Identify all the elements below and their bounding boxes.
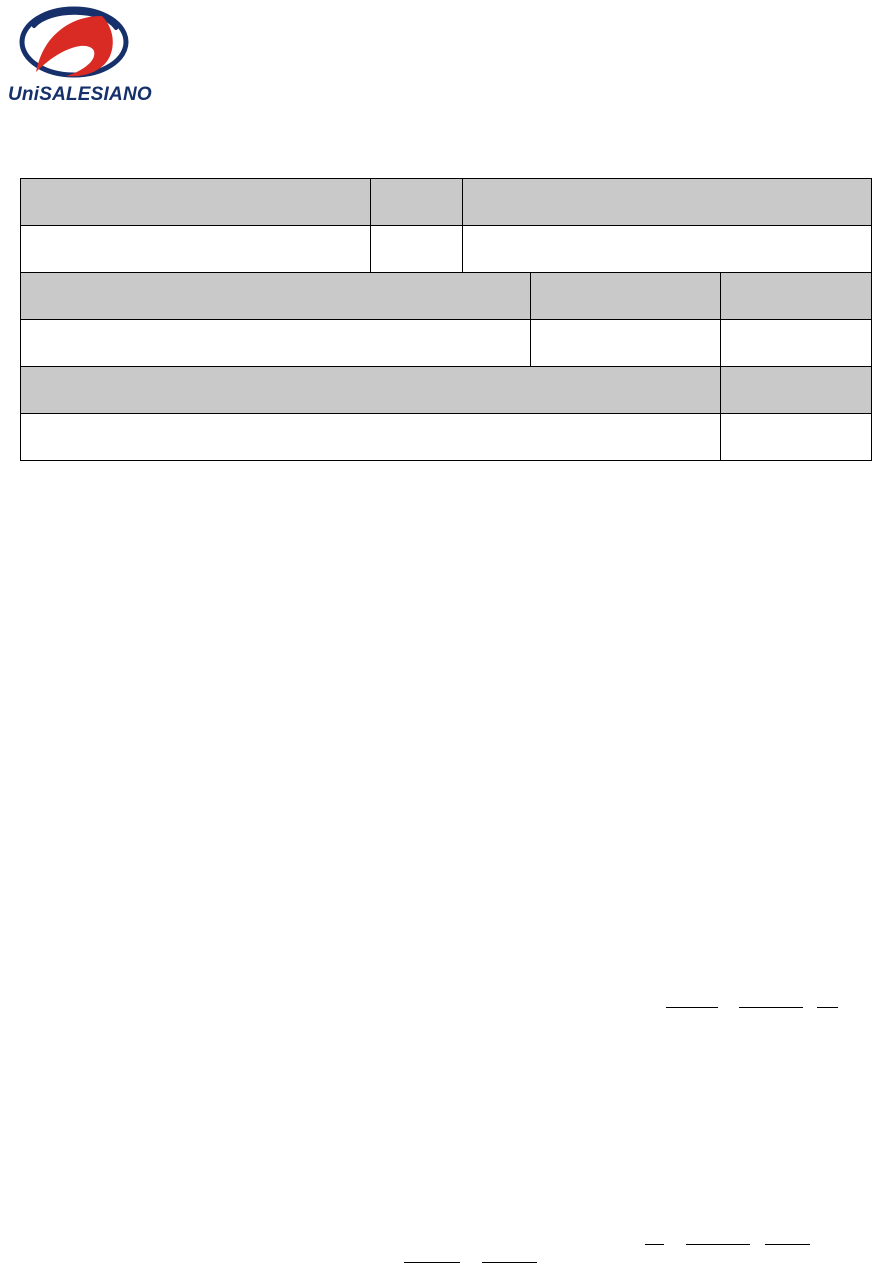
table-row — [21, 273, 872, 320]
footer-signature-line-left[interactable] — [404, 1262, 460, 1263]
table-row — [21, 226, 872, 273]
field-label-cell-1[interactable] — [21, 179, 371, 226]
field-value-cell-1[interactable] — [21, 226, 371, 273]
logo-wordmark: UniSALESIANO — [8, 84, 152, 105]
field-value-cell-3[interactable] — [463, 226, 872, 273]
field-label-cell-3[interactable] — [463, 179, 872, 226]
field-value-cell-2[interactable] — [371, 226, 463, 273]
table-row — [21, 414, 872, 461]
unisalesiano-swoosh-logo-icon — [16, 6, 136, 84]
date-line-year[interactable] — [817, 1007, 838, 1008]
table-row — [21, 367, 872, 414]
field-label-cell-4[interactable] — [21, 273, 531, 320]
date-line-month[interactable] — [739, 1007, 803, 1008]
field-label-cell-5[interactable] — [531, 273, 721, 320]
field-label-cell-2[interactable] — [371, 179, 463, 226]
field-value-cell-5[interactable] — [531, 320, 721, 367]
table-row — [21, 320, 872, 367]
field-label-cell-6[interactable] — [721, 273, 872, 320]
date-line-day[interactable] — [666, 1007, 718, 1008]
field-label-cell-8[interactable] — [721, 367, 872, 414]
footer-signature-line-right[interactable] — [482, 1262, 537, 1263]
field-value-cell-8[interactable] — [721, 414, 872, 461]
footer-date-line-month[interactable] — [686, 1244, 750, 1245]
field-label-cell-7[interactable] — [21, 367, 721, 414]
field-value-cell-7[interactable] — [21, 414, 721, 461]
footer-date-line-year[interactable] — [765, 1244, 810, 1245]
table-row — [21, 179, 872, 226]
footer-date-line-day[interactable] — [645, 1244, 664, 1245]
logo-block — [8, 6, 178, 106]
field-value-cell-6[interactable] — [721, 320, 872, 367]
form-table — [20, 178, 872, 461]
field-value-cell-4[interactable] — [21, 320, 531, 367]
